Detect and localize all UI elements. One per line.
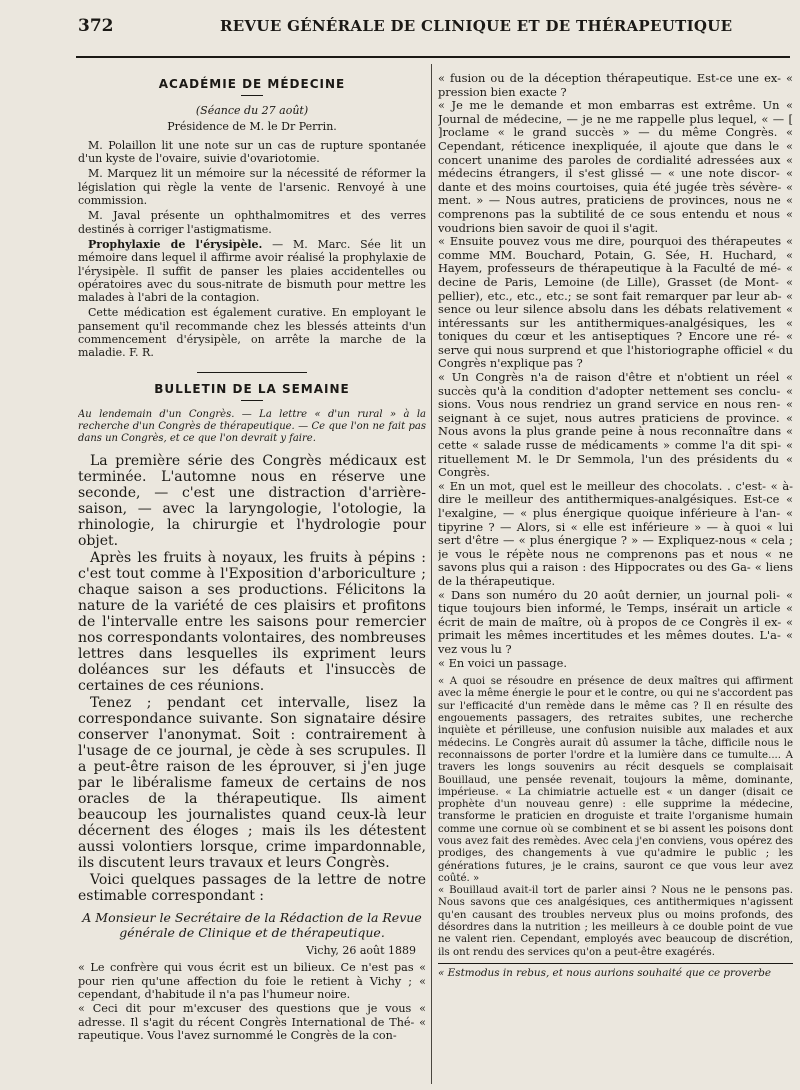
running-title: REVUE GÉNÉRALE DE CLINIQUE ET DE THÉRAPEUTIQUE — [220, 17, 733, 35]
letter-para-2: « Ceci dit pour m'excuser des questions que je vous « adresse. Il s'agit du récent Congrès International de Thé- « rapeutique. Vous l'avez surnommé le Congrès de la con- — [78, 1002, 426, 1043]
presidency: Présidence de M. le Dr Perrin. — [167, 119, 337, 133]
bulletin-title: BULLETIN DE LA SEMAINE — [154, 381, 350, 396]
right-para-5: « En un mot, quel est le meilleur des chocolats. . c'est- « à-dire le meilleur des antithermiques-analgésiques. Est-ce « l'exalgine, — « plus énergique quoique inférieure à l'an- « tipyrine ? — Alors, si « elle est inférieure » — à quoi « lui sert d'être — « plus énergique ? » — Expliquez-nous « cela ; je vous le répète nous ne comprenons pas et nous « ne savons plus qui a raison : des Hippocrates ou des Ga- « liens de la thérapeutique. — [438, 478, 793, 588]
page-header — [70, 14, 790, 36]
letter-body-start — [78, 961, 426, 1043]
header-rule — [76, 56, 790, 58]
bulletin-summary: Au lendemain d'un Congrès. — La lettre « d'un rural » à la recherche d'un Congrès de thérapeutique. — Ce que l'on ne fait pas dans un Congrès, et ce que l'on devrait y faire. — [78, 408, 426, 444]
right-para-7: « En voici un passage. — [438, 655, 567, 670]
cure-para — [78, 306, 426, 359]
right-para-6: « Dans son numéro du 20 août dernier, un journal poli- « tique toujours bien informé, le Temps, insérait un article « écrit de main de maître, où à propos de ce Congrès il ex- « primait les mêmes incertitudes et les mêmes doutes. L'a- « vez vous lu ? — [438, 587, 793, 656]
letter-date: Vichy, 26 août 1889 — [306, 943, 416, 957]
right-para-4: « Un Congrès n'a de raison d'être et n'obtient un réel « succès qu'à la condition d'adopter nettement ses conclu- « sions. Vous nous rendriez un grand service en nous ren- « seignant à ce sujet, nous autres praticiens de province. « Nous avons la plus grande peine à nous reconnaître dans « cette « salade russe de médicaments » comme l'a dit spi- « rituellement M. le Dr Semmola, l'un des présidents du « Congrès. — [438, 370, 793, 480]
bulletin-section — [78, 383, 426, 1043]
bulletin-para-1: La première série des Congrès médicaux est terminée. L'automne nous en réserve une seconde, — c'est une distraction d'arrière-saison, — avec la laryngologie, l'otologie, la rhinologie, la chirurgie et l'hydrologie pour objet. — [78, 452, 426, 549]
bulletin-para-2: Après les fruits à noyaux, les fruits à pépins : c'est tout comme à l'Exposition d'arboriculture ; chaque saison a ses productions. Félicitons la nature de la variété de ces plaisirs et profitons de l'intervalle entre les saisons pour remercier nos correspondants volontaires, des nombreuses lettres dans lesquelles ils expriment leurs doléances sur les défauts et l'insuccès de certaines de ces réunions. — [78, 549, 426, 694]
session-date: (Séance du 27 août) — [195, 104, 309, 118]
section-rule — [197, 372, 307, 373]
left-column — [78, 72, 426, 1082]
academy-para-3: M. Javal présente un ophthalmomitres et des verres destinés à corriger l'astigmatisme. — [78, 209, 426, 236]
academy-para-2: M. Marquez lit un mémoire sur la nécessité de réformer la législation qui règle la vente de l'arsenic. Renvoyé à une commission. — [78, 167, 426, 208]
right-para-3: « Ensuite pouvez vous me dire, pourquoi des thérapeutes « comme MM. Bouchard, Potain, G. Sée, H. Huchard, « Hayem, professeurs de thérapeutique à la Faculté de mé- « decine de Paris, Lemoine (de Lille), Grasset (de Mont- « pellier), etc., etc., etc.; se sont fait remarquer par leur ab- « sence ou leur silence absolu dans les débats relativement « intéressants sur les antithermiques-analgésiques, les « toniques du cœur et les antiseptiques ? Encore une ré- « serve qui nous surprend et que l'historiographe officiel « du Congrès n'explique pas ? — [438, 234, 793, 371]
academy-para-1: M. Polaillon lit une note sur un cas de rupture spontanée d'un kyste de l'ovaire, suivie d'ovariotomie. — [78, 138, 426, 166]
column-divider — [431, 64, 432, 1084]
prophylaxie-para — [78, 238, 426, 304]
letter-address: A Monsieur le Secrétaire de la Rédaction de la Revue générale de Clinique et de thérapeutique. — [82, 909, 422, 940]
academy-signature: F. R. — [129, 346, 154, 360]
title-ornament — [241, 95, 263, 96]
temps-quote — [438, 676, 793, 959]
bulletin-para-4: Voici quelques passages de la lettre de notre estimable correspondant : — [78, 871, 426, 904]
bulletin-body — [78, 453, 426, 904]
page-number: 372 — [78, 16, 114, 36]
quote-para-2: « Bouillaud avait-il tort de parler ainsi ? Nous ne le pensons pas. Nous savons que ces analgésiques, ces antithermiques n'agissent qu'en causant des troubles nerveux plus ou moins profonds, des désordres dans la nutrition ; les meilleurs à ce double point de vue ne valent rien. Cependant, employés avec beaucoup de discrétion, ils ont rendu des services qu'on a peut-être exagérés. — [438, 885, 793, 958]
prophylaxie-heading: Prophylaxie de l'érysipèle. — [88, 237, 263, 251]
right-para-2: « Je me le demande et mon embarras est extrême. Un « Journal de médecine, — je ne me rappelle plus lequel, « — [ ]roclame « le grand succès » — du même Congrès. « Cependant, réticence inexpliquée, il ajoute que dans le « concert unanime des paroles de cordialité adressées aux « médecins étrangers, il s'est glissé — « une note discor- « dante et des moins courtoises, quia été jugée très sévère- « ment. » — Nous autres, praticiens de provinces, nous ne « comprenons pas la subtilité de ce sous entendu et nous « voudrions bien savoir de quoi il s'agit. — [438, 98, 793, 235]
cure-text: Cette médication est également curative. En employant le pansement qu'il recommande chez les blessés atteints d'un commencement d'érysipèle, on arrête la marche de la maladie. — [78, 306, 426, 360]
academy-section — [78, 78, 426, 360]
bulletin-ornament — [241, 400, 263, 401]
bulletin-para-3: Tenez ; pendant cet intervalle, lisez la correspondance suivante. Son signataire désire conserver l'anonymat. Soit : contrairement à l'usage de ce journal, je cède à ses scrupules. Il a peut-être raison de les éprouver, si j'en juge par le libéralisme fameux de certains de nos oracles de la thérapeutique. Ils aiment beaucoup les journalistes quand ceux-là leur décernent des éloges ; mais ils les détestent aussi volontiers lorsque, crime impardonnable, ils discutent leurs travaux et leurs Congrès. — [78, 694, 426, 871]
letter-para-1: « Le confrère qui vous écrit est un bilieux. Ce n'est pas « pour rien qu'une affection du foie le retient à Vichy ; « cependant, d'habitude il n'a pas l'humeur noire. — [78, 961, 426, 1002]
academy-title: ACADÉMIE DE MÉDECINE — [158, 77, 346, 91]
right-para-1: « fusion ou de la déception thérapeutique. Est-ce une ex- « pression bien exacte ? — [438, 72, 793, 99]
letter-continuation — [438, 72, 793, 670]
prophylaxie-text: — M. Marc. Sée lit un mémoire dans lequel il affirme avoir réalisé la prophylaxie de l'érysipèle. Il suffit de panser les plaies accidentelles ou opératoires avec du sous-nitrate de bismuth pour mettre les malades à l'abri de la contagion. — [78, 237, 426, 305]
right-column — [438, 72, 793, 1082]
quote-para-1: « A quoi se résoudre en présence de deux maîtres qui affirment avec la même énergie le pour et le contre, ou qui ne s'accordent pas sur l'efficacité d'un remède dans le même cas ? Il en résulte des engouements passagers, des retraites subites, une recherche inquiète et périlleuse, une confusion nuisible aux malades et aux médecins. Le Congrès aurait dû assumer la tâche, difficile nous le reconnaissons de porter l'ordre et la lumière dans ce tumulte.... A travers les longs souvenirs au récit desquels se complaisait Bouillaud, une pensée revenait, toujours la même, dominante, impérieuse. « La chimiatrie actuelle est « un danger (disait ce prophète d'un nouveau genre) : elle supprime la médecine, transforme le praticien en droguiste et traite l'organisme humain comme une cornue où se combinent et se bi assent les poisons dont vous avez fait des remèdes. Avec cela j'en conviens, vous opérez des prodiges, des changements à vue qu'admire le public ; les générations futures, je le crains, sauront ce que vous leur avez coûté. » — [438, 676, 793, 884]
closing-line: « Estmodus in rebus, et nous aurions souhaité que ce proverbe — [438, 963, 793, 979]
